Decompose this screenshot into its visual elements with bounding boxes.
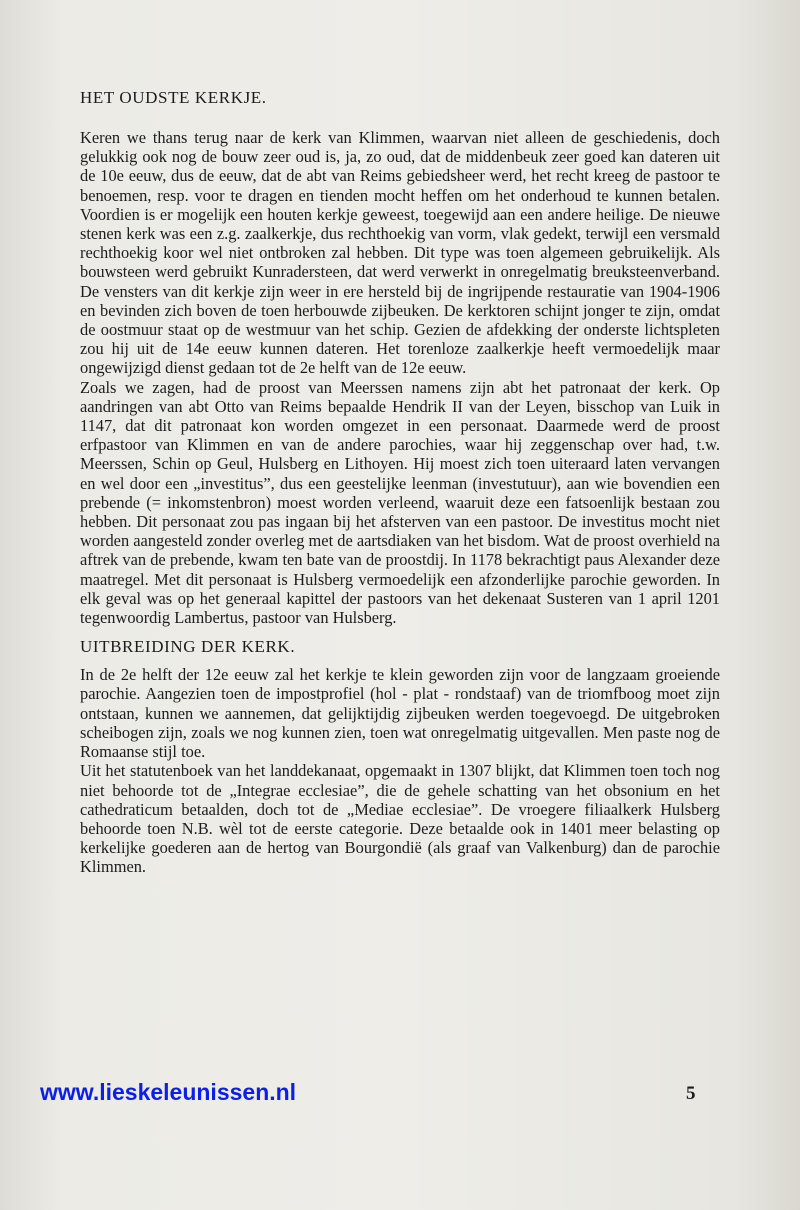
website-link[interactable]: www.lieskeleunissen.nl [40, 1079, 297, 1105]
paragraph: Uit het statutenboek van het landdekanaat, opgemaakt in 1307 blijkt, dat Klimmen toen toch nog niet behoorde tot de „Integrae ecclesiae”, die de gehele schatting van het obsonium en het cathedraticum betaalden, doch tot de „Mediae ecclesiae”. De vroegere filiaalkerk Hulsberg behoorde toen N.B. wèl tot de eerste categorie. Deze betaalde ook in 1401 meer belasting op kerkelijke goederen aan de hertog van Bourgondië (als graaf van Valkenburg) dan de parochie Klimmen. [80, 761, 720, 877]
page-content [80, 88, 720, 877]
section-heading-oudste-kerkje: HET OUDSTE KERKJE. [80, 88, 267, 107]
paragraph: In de 2e helft der 12e eeuw zal het kerkje te klein geworden zijn voor de langzaam groeiende parochie. Aangezien toen de impostprofiel (hol - plat - rondstaaf) van de triomfboog moet zijn ontstaan, kunnen we aannemen, dat gelijktijdig zijbeuken werden toegevoegd. De uitgebroken scheibogen zijn, zoals we nog kunnen zien, toen wat onregelmatig uitgevallen. Men paste nog de Romaanse stijl toe. [80, 665, 720, 762]
section-heading-uitbreiding-kerk: UITBREIDING DER KERK. [80, 637, 296, 657]
page-number: 5 [686, 1083, 696, 1104]
paragraph: Keren we thans terug naar de kerk van Klimmen, waarvan niet alleen de geschiedenis, doch gelukkig ook nog de bouw zeer oud is, ja, zo oud, dat de middenbeuk zeer goed kan dateren uit de 10e eeuw, dus de eeuw, dat de abt van Reims gebiedsheer werd, het recht kreeg de pastoor te benoemen, resp. voor te dragen en tienden mocht heffen om het onderhoud te kunnen betalen. Voordien is er mogelijk een houten kerkje geweest, toegewijd aan een andere heilige. De nieuwe stenen kerk was een z.g. zaalkerkje, dus rechthoekig van vorm, vlak gedekt, terwijl een versmald rechthoekig koor wel niet ontbroken zal hebben. Dit type was toen algemeen gebruikelijk. Als bouwsteen werd gebruikt Kunradersteen, dat werd verwerkt in onregelmatig breuksteenverband. De vensters van dit kerkje zijn weer in ere hersteld bij de ingrijpende restauratie van 1904-1906 en bevinden zich boven de toen herbouwde zijbeuken. De kerktoren schijnt jonger te zijn, omdat de oostmuur staat op de westmuur van het schip. Gezien de afdekking der onderste lichtspleten zou hij uit de 14e eeuw kunnen dateren. Het torenloze zaalkerkje heeft vermoedelijk maar ongewijzigd dienst gedaan tot de 2e helft van de 12e eeuw. [80, 128, 720, 378]
paragraph: Zoals we zagen, had de proost van Meerssen namens zijn abt het patronaat der kerk. Op aandringen van abt Otto van Reims bepaalde Hendrik II van der Leyen, bisschop van Luik in 1147, dat dit patronaat kon worden omgezet in een personaat. Daarmede werd de proost erfpastoor van Klimmen en van de andere parochies, waar hij zeggenschap over had, t.w. Meerssen, Schin op Geul, Hulsberg en Lithoyen. Hij moest zich toen uiteraard laten vervangen en wel door een „investitus”, dus een geestelijke leenman (investutuur), aan wie bovendien een prebende (= inkomstenbron) moest worden verleend, waaruit deze een fatsoenlijk bestaan zou hebben. Dit personaat zou pas ingaan bij het afsterven van een pastoor. De investitus mocht niet worden aangesteld zonder overleg met de aartsdiaken van het bisdom. Wat de proost overhield na aftrek van de prebende, kwam ten bate van de proostdij. In 1178 bekrachtigt paus Alexander deze maatregel. Met dit personaat is Hulsberg vermoedelijk een afzonderlijke parochie geworden. In elk geval was op het generaal kapittel der pastoors van het dekenaat Susteren van 1 april 1201 tegenwoordig Lambertus, pastoor van Hulsberg. [80, 377, 720, 628]
